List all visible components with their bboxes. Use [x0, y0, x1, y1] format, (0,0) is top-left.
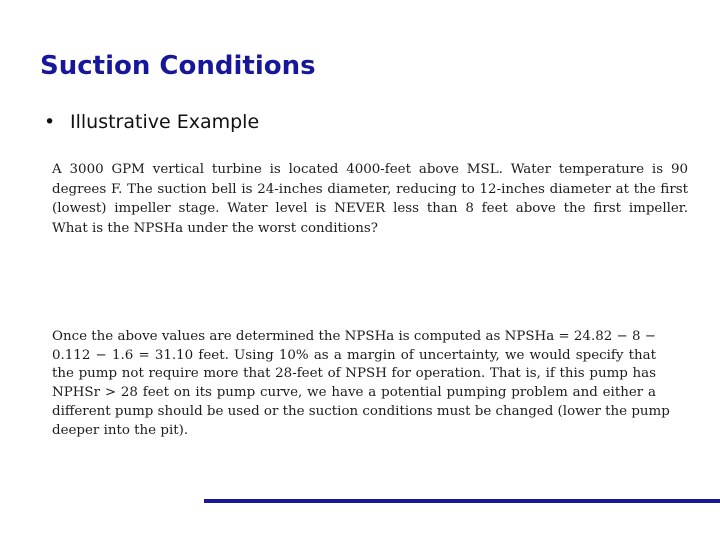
solution-line: 0.112 − 1.6 = 31.10 feet. Using 10% as a margin of uncertainty, we would specify that — [52, 347, 656, 363]
solution-line: deeper into the pit). — [52, 422, 189, 438]
solution-line: Once the above values are determined the NPSHa is computed as NPSHa = 24.82 − 8 − — [52, 329, 656, 344]
problem-line: degrees F. The suction bell is 24-inches diameter, reducing to 12-inches diameter at the first — [52, 181, 688, 197]
bullet-item — [44, 109, 259, 135]
bullet-dot-icon: • — [44, 111, 56, 133]
problem-line: (lowest) impeller stage. Water level is NEVER less than 8 feet above the first impeller. — [52, 201, 688, 217]
problem-line: What is the NPSHa under the worst conditions? — [52, 220, 378, 236]
solution-line: NPHSr > 28 feet on its pump curve, we have a potential pumping problem and either a — [52, 385, 656, 401]
footer-divider — [204, 499, 720, 503]
slide-title: Suction Conditions — [40, 51, 316, 81]
solution-paragraph — [52, 328, 670, 440]
problem-line: A 3000 GPM vertical turbine is located 4000-feet above MSL. Water temperature is 90 — [52, 162, 688, 177]
solution-line: the pump not require more that 28-feet of NPSH for operation. That is, if this pump has — [52, 366, 656, 382]
solution-line: different pump should be used or the suction conditions must be changed (lower the pump — [52, 403, 670, 419]
problem-statement — [52, 160, 688, 238]
bullet-text: Illustrative Example — [70, 111, 260, 133]
